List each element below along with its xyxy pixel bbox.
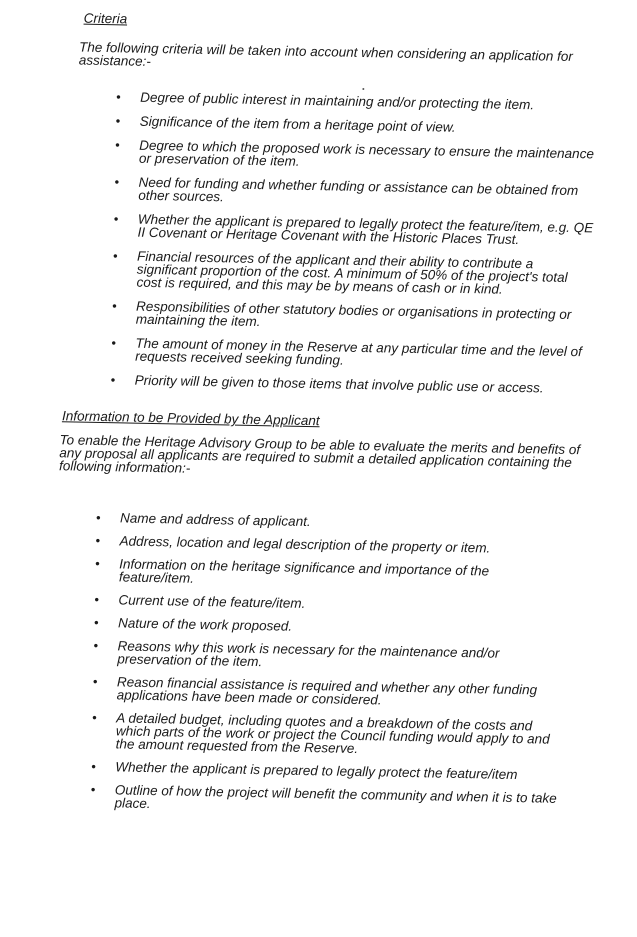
criteria-intro: The following criteria will be taken into account when considering an application for assistance:- (78, 39, 573, 69)
bullet-icon: • (94, 591, 100, 608)
information-item: • Name and address of applicant. (95, 509, 311, 530)
information-item: • Nature of the work proposed. (93, 614, 293, 634)
criteria-item: • Significance of the item from a heritage point of view. (115, 113, 456, 135)
criteria-item: • Financial resources of the applicant and their ability to contribute a significant proportion of the cost. A minimum of 50% of the project's total cost is required, and this may be by means of cash or in kind. (112, 248, 568, 297)
information-item: • Whether the applicant is prepared to legally protect the feature/item (91, 758, 518, 783)
bullet-icon: • (95, 555, 100, 572)
bullet-icon: • (113, 211, 119, 227)
bullet-icon: • (116, 89, 121, 105)
information-heading: Information to be Provided by the Applicant (61, 408, 320, 429)
scan-speck (362, 88, 364, 90)
bullet-icon: • (93, 614, 99, 631)
criteria-heading: Criteria (83, 10, 128, 27)
bullet-icon: • (110, 372, 116, 388)
information-intro: To enable the Heritage Advisory Group to be able to evaluate the merits and benefits of any proposal all applicants are required to submit a detailed application containing the following information:- (58, 432, 581, 476)
criteria-item: • Priority will be given to those items that involve public use or access. (110, 372, 544, 396)
information-item: • Outline of how the project will benefit the community and when it is to take place. (90, 781, 557, 812)
bullet-icon: • (111, 335, 117, 351)
information-item: • Reason financial assistance is required and whether any other funding applications have been made or considered. (92, 673, 538, 708)
criteria-list (110, 90, 596, 406)
information-item: • A detailed budget, including quotes and a breakdown of the costs and which parts of the work or project the Council funding would apply to and the amount requested from the Reserve. (92, 709, 550, 757)
bullet-icon: • (93, 637, 99, 654)
bullet-icon: • (115, 113, 121, 129)
information-list (90, 511, 566, 828)
bullet-icon: • (91, 758, 97, 774)
bullet-icon: • (112, 248, 118, 264)
bullet-icon: • (90, 781, 96, 797)
bullet-icon: • (115, 137, 120, 153)
bullet-icon: • (112, 298, 117, 314)
information-item: • Information on the heritage significance and importance of the feature/item. (95, 555, 490, 586)
bullet-icon: • (92, 673, 98, 689)
criteria-item: • Responsibilities of other statutory bodies or organisations in protecting or maintaining the item. (112, 298, 572, 330)
information-item: • Address, location and legal description of the property or item. (95, 532, 491, 556)
bullet-icon: • (95, 532, 101, 549)
bullet-icon: • (92, 709, 97, 725)
bullet-icon: • (114, 174, 120, 190)
bullet-icon: • (95, 509, 101, 526)
information-item: • Reasons why this work is necessary for the maintenance and/or preservation of the item. (93, 637, 500, 670)
information-item: • Current use of the feature/item. (94, 591, 306, 611)
criteria-item: • Need for funding and whether funding or assistance can be obtained from other sources. (114, 174, 579, 205)
criteria-item: • Degree to which the proposed work is necessary to ensure the maintenance or preservation of the item. (115, 137, 595, 169)
criteria-item: • Degree of public interest in maintaining and/or protecting the item. (116, 89, 535, 113)
criteria-item: • Whether the applicant is prepared to legally protect the feature/item, e.g. QE II Covenant or Heritage Covenant with the Historic Places Trust. (113, 211, 594, 248)
criteria-item: • The amount of money in the Reserve at any particular time and the level of requests received seeking funding. (111, 335, 582, 368)
